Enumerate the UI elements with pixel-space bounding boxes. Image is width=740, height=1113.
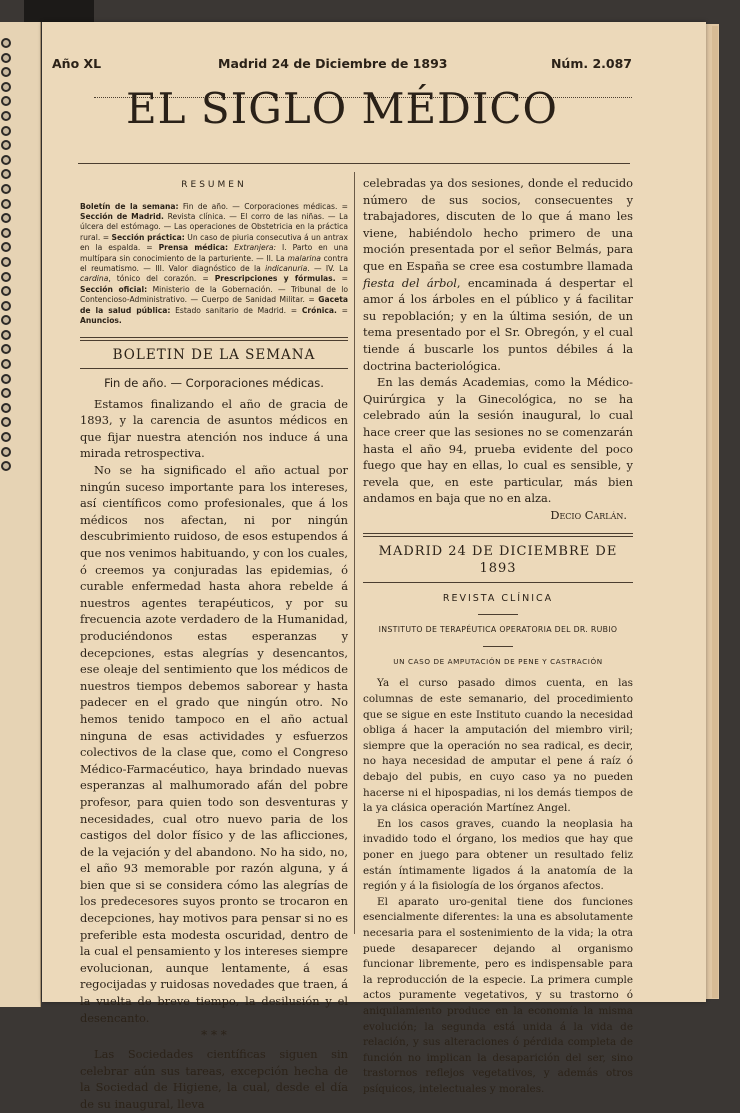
book-clip <box>24 0 94 22</box>
year-label: Año XL <box>52 56 102 71</box>
author-signature: Decio Carlán. <box>550 507 627 522</box>
madrid-paragraph-3: El aparato uro-genital tiene dos funciones esencialmente diferentes: la una es absolutamente necesaria para el sostenimiento de la vida; la otra puede desaparecer dejando al organismo funcionar libremente, pero es indispensable para la reproducción de la especie. La primera cumple actos puramente vegetativos, y su trastorno ó aniquilamiento produce en la economía la misma evolución; la segunda está unida á la vida de relación, y sus alteraciones ó pérdida completa de función no implican la desaparición del ser, sino trastornos reflejos vegetativos, y además otros psíquicos, intelectuales y morales. <box>363 895 633 1095</box>
column-divider <box>354 172 355 934</box>
spiral-binding <box>0 38 12 488</box>
boletin-paragraph-1: Estamos finalizando el año de gracia de 1893, y la carencia de asuntos médicos en que fijar nuestra atención nos induce á una mirada retrospectiva. <box>80 396 348 461</box>
boletin-paragraph-3: Las Sociedades científicas siguen sin celebrar aún sus tareas, excepción hecha de la Sociedad de Higiene, la cual, desde el día de su inaugural, lleva <box>80 1047 348 1111</box>
date-label: Madrid 24 de Diciembre de 1893 <box>218 56 448 71</box>
boletin-heading: BOLETIN DE LA SEMANA <box>112 347 316 364</box>
right-paragraph-2: En las demás Academias, como la Médico-Quirúrgica y la Ginecológica, no se ha celebrado aún la sesión inaugural, lo cual hace creer que las sesiones no se comenzarán hasta el año 94, prueba evidente del poco fuego que hay en ellas, lo cual es sensible, y revela que, en este particular, más bien andamos en baja que no en alza. <box>363 375 633 506</box>
left-column <box>80 177 348 1113</box>
issue-number: Núm. 2.087 <box>550 56 632 71</box>
right-paragraph-1: celebradas ya dos sesiones, donde el reducido número de sus socios, consecuentes y trabajadores, discuten de lo que á mano les viene, habiéndolo hecho primero de una moción presentada por el señor Belmás, para que en España se cree esa costumbre llamada fiesta del árbol, encaminada á despertar el amor á los árboles en el público y á facilitar su repoblación; y en la última sesión, de un tema presentado por el Sr. Obregón, y el cual tiende á buscarle los puntos débiles á la doctrina bacteriológica. <box>363 176 633 373</box>
page-stack-edge-inner <box>712 26 718 998</box>
institute-heading: INSTITUTO DE TERAPÉUTICA OPERATORIA DEL DR. RUBIO <box>378 625 618 635</box>
madrid-paragraph-2: En los casos graves, cuando la neoplasia ha invadido todo el órgano, los medios que hay que poner en juego para obtener un resultado feliz están íntimamente ligados á la anatomía de la región y á la fisiología de los órganos afectos. <box>363 817 633 893</box>
right-column <box>363 175 633 1097</box>
madrid-paragraph-1: Ya el curso pasado dimos cuenta, en las columnas de este semanario, del procedimiento que se sigue en este Instituto cuando la necesidad obliga á hacer la amputación del miembro viril; siempre que la operación no sea radical, es decir, no haya necesidad de amputar el pene á raíz ó debajo del pubis, en cuyo caso ya no pueden hacerse ni el hipospadias, ni los demás tiempos de la ya clásica operación Martínez Angel. <box>363 677 633 815</box>
summary-heading: RESUMEN <box>181 180 247 190</box>
title-rule <box>78 163 630 164</box>
newspaper-title: EL SIGLO MÉDICO <box>126 84 558 133</box>
revista-clinica-heading: REVISTA CLÍNICA <box>442 592 554 604</box>
section-stars: * * * <box>201 1028 227 1043</box>
summary-text: Boletín de la semana: Fin de año. — Corporaciones médicas. = Sección de Madrid. Revista clínica. — El corro de las niñas. — La úlcera del estómago. — Las operaciones de Obstetricia en la práctica rural. = Sección práctica: Un caso de piuria consecutiva á un antrax en la espalda. = Prensa médica: Extranjera: I. Parto en una multípara sin conocimiento de la parturiente. — II. La malarina contra el reumatismo. — III. Valor diagnóstico de la indicanuria. — IV. La cardina, tónico del corazón. = Prescripciones y fórmulas. = Sección oficial: Ministerio de la Gobernación. — Tribunal de lo Contencioso-Administrativo. — Cuerpo de Sanidad Militar. = Gaceta de la salud pública: Estado sanitario de Madrid. = Crónica. = Anuncios. <box>80 201 349 326</box>
case-title: UN CASO DE AMPUTACIÓN DE PENE Y CASTRACIÓN <box>393 656 603 666</box>
boletin-subheading: Fin de año. — Corporaciones médicas. <box>104 376 324 391</box>
madrid-heading: MADRID 24 DE DICIEMBRE DE 1893 <box>378 544 618 577</box>
boletin-paragraph-2: No se ha significado el año actual por ningún suceso importante para los intereses, así científicos como profesionales, que á los médicos nos afectan, ni por ningún descubrimiento ruidoso, de esos estupendos á que nos venimos habituando, y con los cuales, ó creemos ya conjuradas las epidemias, ó curable enfermedad hasta ahora rebelde á nuestros agentes terapéuticos, y por su frecuencia azote verdadero de la Humanidad, produciéndonos estas esperanzas y decepciones, estas alegrías y desencantos, ese oleaje del sentimiento que los médicos de nuestros tiempos debemos saborear y hasta padecer en el grado que ningún otro. No hemos tenido tampoco en el año actual ninguna de esas actividades y esfuerzos colectivos de la clase que, como el Congreso Médico-Farmacéutico, haya brindado nuevas esperanzas al malhumorado afán del pobre profesor, para quien todo son desventuras y necesidades, cual otro nuevo paria de los castigos del dolor físico y de las aflicciones, de la vejación y del abandono. No ha sido, no, el año 93 memorable por razón alguna, y á bien que si se considera cómo las alegrías de los predecesores suyos pronto se trocaron en decepciones, hay motivos para pensar si no es preferible esta modesta oscuridad, dentro de la cual el pensamiento y los intereses siempre evolucionan, aunque lentamente, á esas regocijadas y ruidosas novedades que traen, á la vuelta de breve tiempo, la desilusión y el desencanto. <box>80 463 348 1025</box>
